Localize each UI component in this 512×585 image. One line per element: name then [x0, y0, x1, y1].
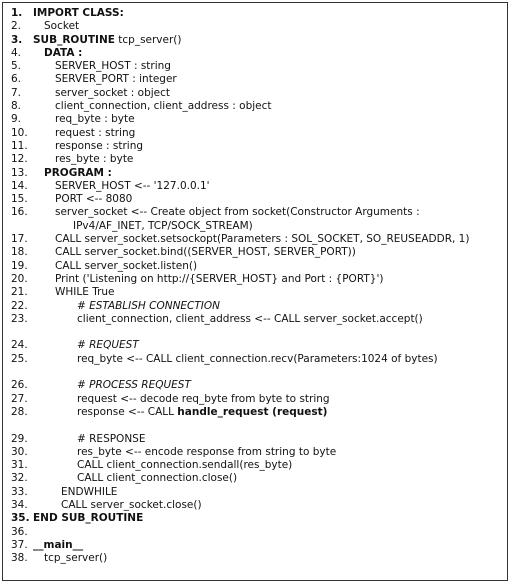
code-line	[3, 512, 507, 525]
pseudocode-frame	[2, 2, 508, 581]
code-line	[3, 552, 507, 565]
code-line	[3, 140, 507, 153]
code-line	[3, 379, 507, 392]
line-number: 35.	[11, 512, 30, 525]
line-text: Print ('Listening on http://{SERVER_HOST} and Port : {PORT}')	[55, 272, 384, 285]
line-number: 4.	[11, 46, 22, 59]
code-line	[3, 472, 507, 485]
line-text: WHILE True	[55, 286, 115, 299]
line-text: res_byte <-- encode response from string to byte	[77, 445, 337, 458]
comment-text: # ESTABLISH CONNECTION	[77, 299, 221, 312]
code-line	[3, 499, 507, 512]
line-text: PROGRAM :	[44, 166, 112, 179]
subroutine-keyword: SUB_ROUTINE	[33, 33, 115, 46]
line-number: 17.	[11, 233, 28, 246]
line-text: req_byte <-- CALL client_connection.recv(Parameters:1024 of bytes)	[77, 352, 438, 365]
code-line	[3, 393, 507, 406]
line-number: 7.	[11, 86, 22, 99]
line-number: 26.	[11, 379, 28, 392]
code-line	[3, 47, 507, 60]
code-line	[3, 73, 507, 86]
pseudocode-listing	[3, 7, 507, 565]
line-number: 38.	[11, 552, 28, 565]
blank-spacer	[3, 366, 507, 379]
line-text: PORT <-- 8080	[55, 193, 133, 206]
line-number: 1.	[11, 7, 23, 19]
subroutine-name: tcp_server()	[114, 33, 182, 46]
line-text: Socket	[44, 20, 80, 33]
code-line	[3, 313, 507, 326]
code-line	[3, 433, 507, 446]
line-text: SERVER_PORT : integer	[55, 73, 177, 86]
line-text: END SUB_ROUTINE	[33, 512, 144, 525]
comment-text: # REQUEST	[77, 339, 139, 352]
line-number: 3.	[11, 33, 23, 46]
line-text: response : string	[55, 139, 144, 152]
code-line	[3, 180, 507, 193]
code-line	[3, 406, 507, 419]
line-number: 31.	[11, 459, 28, 472]
main-label: __main__	[33, 538, 84, 551]
line-text: client_connection, client_address : object	[55, 100, 272, 113]
code-line	[3, 113, 507, 126]
code-line	[3, 233, 507, 246]
line-number: 37.	[11, 538, 28, 551]
line-text: tcp_server()	[44, 552, 108, 565]
line-number: 14.	[11, 179, 28, 192]
line-text: SERVER_HOST : string	[55, 60, 171, 73]
code-line	[3, 206, 507, 233]
line-text: ENDWHILE	[61, 485, 118, 498]
line-text: CALL client_connection.close()	[77, 472, 238, 485]
line-number: 21.	[11, 286, 28, 299]
line-number: 12.	[11, 153, 28, 166]
line-text: response <-- CALL	[77, 405, 178, 418]
code-line	[3, 339, 507, 352]
code-line	[3, 153, 507, 166]
line-number: 16.	[11, 206, 28, 219]
line-text: request <-- decode req_byte from byte to string	[77, 392, 330, 405]
line-text: request : string	[55, 126, 136, 139]
line-text: server_socket : object	[55, 86, 171, 99]
line-number: 11.	[11, 139, 28, 152]
line-number: 5.	[11, 60, 22, 73]
code-line	[3, 246, 507, 259]
code-line	[3, 539, 507, 552]
line-text: CALL server_socket.close()	[61, 498, 202, 511]
line-number: 10.	[11, 126, 28, 139]
line-number: 34.	[11, 498, 28, 511]
comment-text: # RESPONSE	[77, 432, 146, 445]
code-line	[3, 60, 507, 73]
code-line	[3, 87, 507, 100]
code-line	[3, 260, 507, 273]
line-number: 28.	[11, 405, 28, 418]
line-number: 33.	[11, 485, 28, 498]
line-number: 9.	[11, 113, 22, 126]
line-number: 13.	[11, 166, 28, 179]
line-text: SERVER_HOST <-- '127.0.0.1'	[55, 179, 210, 192]
blank-spacer	[3, 326, 507, 339]
line-text: CALL client_connection.sendall(res_byte)	[77, 459, 293, 472]
line-text: client_connection, client_address <-- CALL server_socket.accept()	[77, 312, 423, 325]
line-text: CALL server_socket.listen()	[55, 259, 198, 272]
line-text: res_byte : byte	[55, 153, 134, 166]
handle-request-call: handle_request (request)	[177, 405, 328, 418]
line-number: 18.	[11, 246, 28, 259]
line-text: IMPORT CLASS:	[33, 7, 124, 19]
line-number: 6.	[11, 73, 22, 86]
line-number: 32.	[11, 472, 28, 485]
code-line	[3, 300, 507, 313]
line-number: 24.	[11, 339, 28, 352]
line-number: 19.	[11, 259, 28, 272]
line-number: 22.	[11, 299, 28, 312]
line-number: 2.	[11, 20, 22, 33]
blank-spacer	[3, 419, 507, 432]
line-text: CALL server_socket.bind((SERVER_HOST, SERVER_PORT))	[55, 246, 356, 259]
line-text: CALL server_socket.setsockopt(Parameters : SOL_SOCKET, SO_REUSEADDR, 1)	[55, 233, 470, 246]
code-line	[3, 526, 507, 539]
line-text: req_byte : byte	[55, 113, 135, 126]
line-number: 25.	[11, 352, 28, 365]
line-number: 8.	[11, 100, 22, 113]
line-number: 27.	[11, 392, 28, 405]
code-line	[3, 167, 507, 180]
code-line	[3, 100, 507, 113]
code-line	[3, 127, 507, 140]
line-text: DATA :	[44, 46, 83, 59]
code-line	[3, 193, 507, 206]
line-number: 15.	[11, 193, 28, 206]
code-line	[3, 34, 507, 47]
line-number: 23.	[11, 312, 28, 325]
code-line	[3, 446, 507, 459]
line-text: server_socket <-- Create object from socket(Constructor Arguments : IPv4/AF_INET, TCP/SOCK_STREAM)	[55, 206, 420, 232]
line-number: 20.	[11, 272, 28, 285]
line-number: 29.	[11, 432, 28, 445]
line-number: 36.	[11, 525, 28, 538]
code-line	[3, 353, 507, 366]
code-line	[3, 459, 507, 472]
code-line	[3, 486, 507, 499]
code-line	[3, 286, 507, 299]
code-line	[3, 20, 507, 33]
line-number: 30.	[11, 445, 28, 458]
code-line	[3, 7, 507, 20]
comment-text: # PROCESS REQUEST	[77, 379, 191, 392]
code-line	[3, 273, 507, 286]
